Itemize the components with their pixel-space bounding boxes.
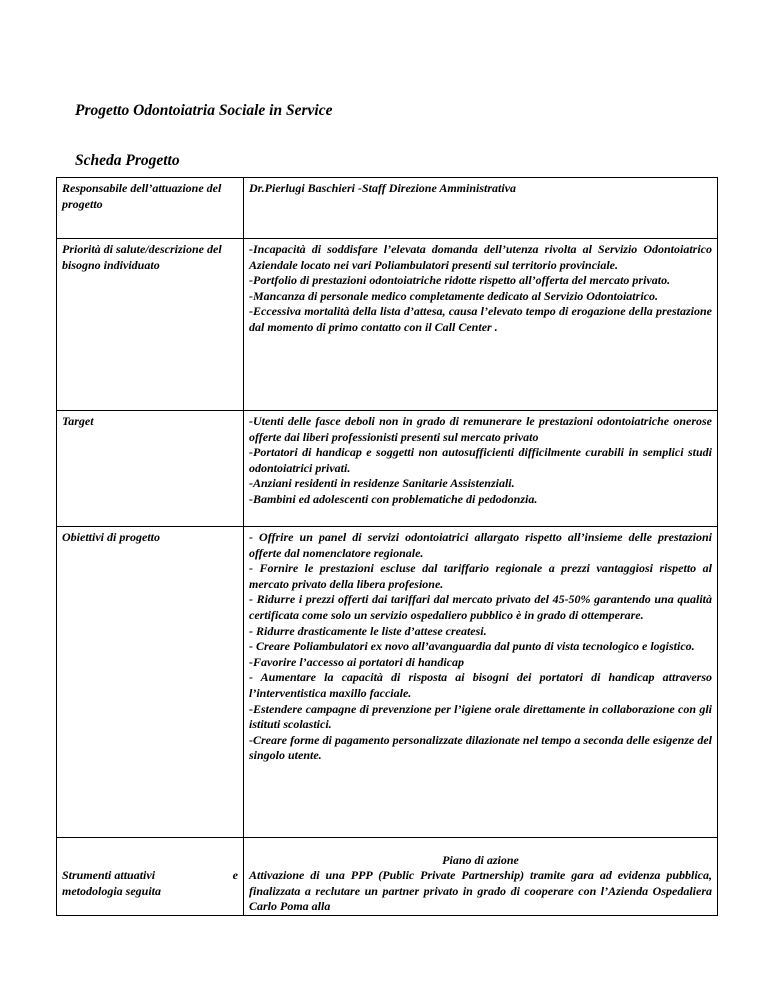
list-item: - Creare Poliambulatori ex novo all’avanguardia dal punto di vista tecnologico e logistico.: [249, 639, 695, 654]
table-row: [57, 411, 718, 527]
list-item: -Mancanza di personale medico completamente dedicato al Servizio Odontoiatrico.: [249, 288, 658, 303]
list-item: - Aumentare la capacità di risposta ai bisogni dei portatori di handicap attraverso l’interventistica maxillo facciale.: [249, 670, 712, 700]
table-row: [57, 239, 718, 411]
list-item: - Ridurre drasticamente le liste d’attese createsi.: [249, 623, 487, 638]
strumenti-text: Attivazione di una PPP (Public Private Partnership) tramite gara ad evidenza pubblica, finalizzata a reclutare un partner privato in grado di cooperare con l’Azienda Ospedaliera Carlo Poma alla: [249, 868, 712, 914]
list-item: - Offrire un panel di servizi odontoiatrici allargato rispetto all’insieme delle prestazioni offerte dal nomenclatore regionale.: [249, 530, 712, 560]
document-subtitle: Scheda Progetto: [75, 152, 180, 169]
responsabile-value: Dr.Pierlugi Baschieri -Staff Direzione Amministrativa: [244, 178, 718, 239]
project-table: [56, 177, 718, 916]
obiettivi-value: [244, 527, 718, 838]
list-item: -Favorire l’accesso ai portatori di handicap: [249, 654, 464, 669]
strumenti-label: [57, 850, 244, 916]
strumenti-label-part1: Strumenti attuativi: [62, 868, 156, 883]
piano-title: Piano di azione: [442, 852, 519, 867]
priorita-label: Priorità di salute/descrizione del bisogno individuato: [57, 239, 244, 411]
document-title: Progetto Odontoiatria Sociale in Service: [75, 102, 333, 119]
list-item: -Utenti delle fasce deboli non in grado di remunerare le prestazioni odontoiatriche onerose offerte dai liberi professionisti presenti sul mercato privato: [249, 414, 712, 444]
list-item: -Bambini ed adolescenti con problematiche di pedodonzia.: [249, 491, 538, 506]
list-item: -Eccessiva mortalità della lista d’attesa, causa l’elevato tempo di erogazione della prestazione dal momento di primo contatto con il Call Center .: [249, 304, 712, 334]
list-item: -Creare forme di pagamento personalizzate dilazionate nel tempo a seconda delle esigenze del singolo utente.: [249, 732, 712, 763]
table-row: [57, 850, 718, 916]
strumenti-label-part2: e: [232, 868, 238, 883]
strumenti-value: [244, 850, 718, 916]
list-item: -Anziani residenti in residenze Sanitarie Assistenziali.: [249, 476, 515, 491]
target-label: Target: [57, 411, 244, 527]
table-row: [57, 178, 718, 239]
target-value: [244, 411, 718, 527]
obiettivi-label: Obiettivi di progetto: [57, 527, 244, 838]
list-item: - Fornire le prestazioni escluse dal tariffario regionale a prezzi vantaggiosi rispetto al mercato privato della libera profesione.: [249, 561, 712, 591]
priorita-value: [244, 239, 718, 411]
responsabile-label: Responsabile dell’attuazione del progetto: [57, 178, 244, 239]
list-item: -Estendere campagne di prevenzione per l’igiene orale direttamente in collaborazione con gli istituti scolastici.: [249, 701, 712, 732]
list-item: -Portatori di handicap e soggetti non autosufficienti difficilmente curabili in semplici studi odontoiatrici privati.: [249, 445, 712, 475]
table-row: [57, 527, 718, 838]
strumenti-label-part3: metodologia seguita: [62, 883, 161, 898]
list-item: - Ridurre i prezzi offerti dai tariffari dal mercato privato del 45-50% garantendo una qualità certificata come solo un servizio ospedaliero pubblico è in grado di ottemperare.: [249, 592, 712, 622]
list-item: -Portfolio di prestazioni odontoiatriche ridotte rispetto all’offerta del mercato privato.: [249, 273, 671, 288]
table-row: [57, 838, 718, 850]
list-item: -Incapacità di soddisfare l’elevata domanda dell’utenza rivolta al Servizio Odontoiatrico Aziendale locato nei vari Poliambulatori presenti sul territorio provinciale.: [249, 242, 712, 272]
